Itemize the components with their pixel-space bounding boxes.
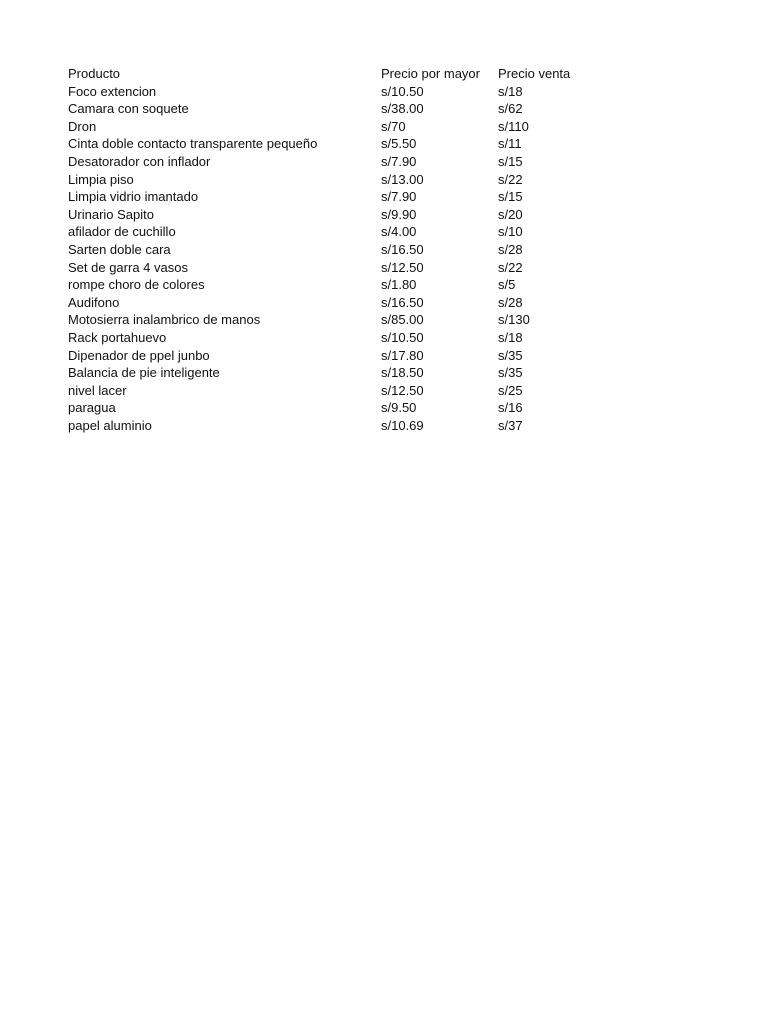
table-row: [66, 135, 578, 153]
table-row: [66, 171, 578, 189]
table-row: [66, 153, 578, 171]
retail-price-cell: s/37: [498, 417, 523, 433]
product-cell: Audifono: [68, 294, 120, 310]
wholesale-price-cell: s/38.00: [381, 101, 424, 117]
wholesale-price-cell: s/4.00: [381, 224, 417, 240]
product-cell: Dipenador de ppel junbo: [68, 347, 210, 363]
retail-price-cell: s/5: [498, 277, 516, 293]
product-cell: afilador de cuchillo: [68, 224, 176, 240]
retail-price-cell: s/18: [498, 329, 523, 345]
retail-price-cell: s/62: [498, 101, 523, 117]
table-body: [66, 83, 578, 435]
table-row: [66, 100, 578, 118]
wholesale-price-cell: s/17.80: [381, 347, 424, 363]
header-producto: Producto: [68, 66, 121, 81]
wholesale-price-cell: s/9.90: [381, 206, 417, 222]
retail-price-cell: s/110: [498, 118, 529, 134]
wholesale-price-cell: s/70: [381, 118, 406, 134]
table-row: [66, 206, 578, 224]
table-row: [66, 223, 578, 241]
retail-price-cell: s/35: [498, 347, 523, 363]
wholesale-price-cell: s/7.90: [381, 189, 417, 205]
product-cell: Rack portahuevo: [68, 329, 167, 345]
header-precio-por-mayor: Precio por mayor: [381, 66, 480, 81]
table-row: [66, 329, 578, 347]
wholesale-price-cell: s/10.69: [381, 417, 424, 433]
retail-price-cell: s/35: [498, 365, 523, 381]
retail-price-cell: s/15: [498, 153, 523, 169]
product-cell: Balancia de pie inteligente: [68, 365, 220, 381]
retail-price-cell: s/16: [498, 400, 523, 416]
table-row: [66, 276, 578, 294]
product-cell: Camara con soquete: [68, 101, 189, 117]
wholesale-price-cell: s/85.00: [381, 312, 424, 328]
wholesale-price-cell: s/1.80: [381, 277, 417, 293]
wholesale-price-cell: s/12.50: [381, 382, 424, 398]
wholesale-price-cell: s/12.50: [381, 259, 424, 275]
retail-price-cell: s/22: [498, 259, 523, 275]
retail-price-cell: s/130: [498, 312, 530, 328]
wholesale-price-cell: s/9.50: [381, 400, 417, 416]
table-row: [66, 118, 578, 136]
product-cell: rompe choro de colores: [68, 277, 205, 293]
table-row: [66, 188, 578, 206]
product-cell: papel aluminio: [68, 417, 152, 433]
table-row: [66, 364, 578, 382]
wholesale-price-cell: s/7.90: [381, 153, 417, 169]
product-cell: Limpia piso: [68, 171, 134, 187]
table-row: [66, 241, 578, 259]
table-row: [66, 417, 578, 435]
wholesale-price-cell: s/16.50: [381, 241, 424, 257]
retail-price-cell: s/25: [498, 382, 523, 398]
product-cell: Cinta doble contacto transparente pequeño: [68, 136, 318, 152]
product-cell: Limpia vidrio imantado: [68, 189, 199, 205]
table-row: [66, 347, 578, 365]
product-cell: Set de garra 4 vasos: [68, 259, 188, 275]
product-cell: Foco extencion: [68, 83, 157, 99]
header-precio-venta: Precio venta: [498, 66, 571, 81]
table-row: [66, 294, 578, 312]
retail-price-cell: s/15: [498, 189, 523, 205]
product-cell: Dron: [68, 118, 97, 134]
wholesale-price-cell: s/16.50: [381, 294, 424, 310]
wholesale-price-cell: s/10.50: [381, 329, 424, 345]
wholesale-price-cell: s/18.50: [381, 365, 424, 381]
wholesale-price-cell: s/5.50: [381, 136, 417, 152]
table-row: [66, 83, 578, 101]
retail-price-cell: s/11: [498, 136, 522, 152]
table-row: [66, 399, 578, 417]
wholesale-price-cell: s/10.50: [381, 83, 424, 99]
retail-price-cell: s/10: [498, 224, 523, 240]
table-row: [66, 311, 578, 329]
table-row: [66, 382, 578, 400]
retail-price-cell: s/28: [498, 241, 523, 257]
product-cell: Desatorador con inflador: [68, 153, 211, 169]
product-cell: Motosierra inalambrico de manos: [68, 312, 261, 328]
wholesale-price-cell: s/13.00: [381, 171, 424, 187]
product-cell: paragua: [68, 400, 116, 416]
retail-price-cell: s/20: [498, 206, 523, 222]
retail-price-cell: s/28: [498, 294, 523, 310]
price-table: [66, 65, 578, 434]
table-header-row: [66, 65, 578, 83]
product-cell: nivel lacer: [68, 382, 127, 398]
retail-price-cell: s/18: [498, 83, 523, 99]
table-row: [66, 259, 578, 277]
retail-price-cell: s/22: [498, 171, 523, 187]
product-cell: Sarten doble cara: [68, 241, 171, 257]
product-cell: Urinario Sapito: [68, 206, 154, 222]
